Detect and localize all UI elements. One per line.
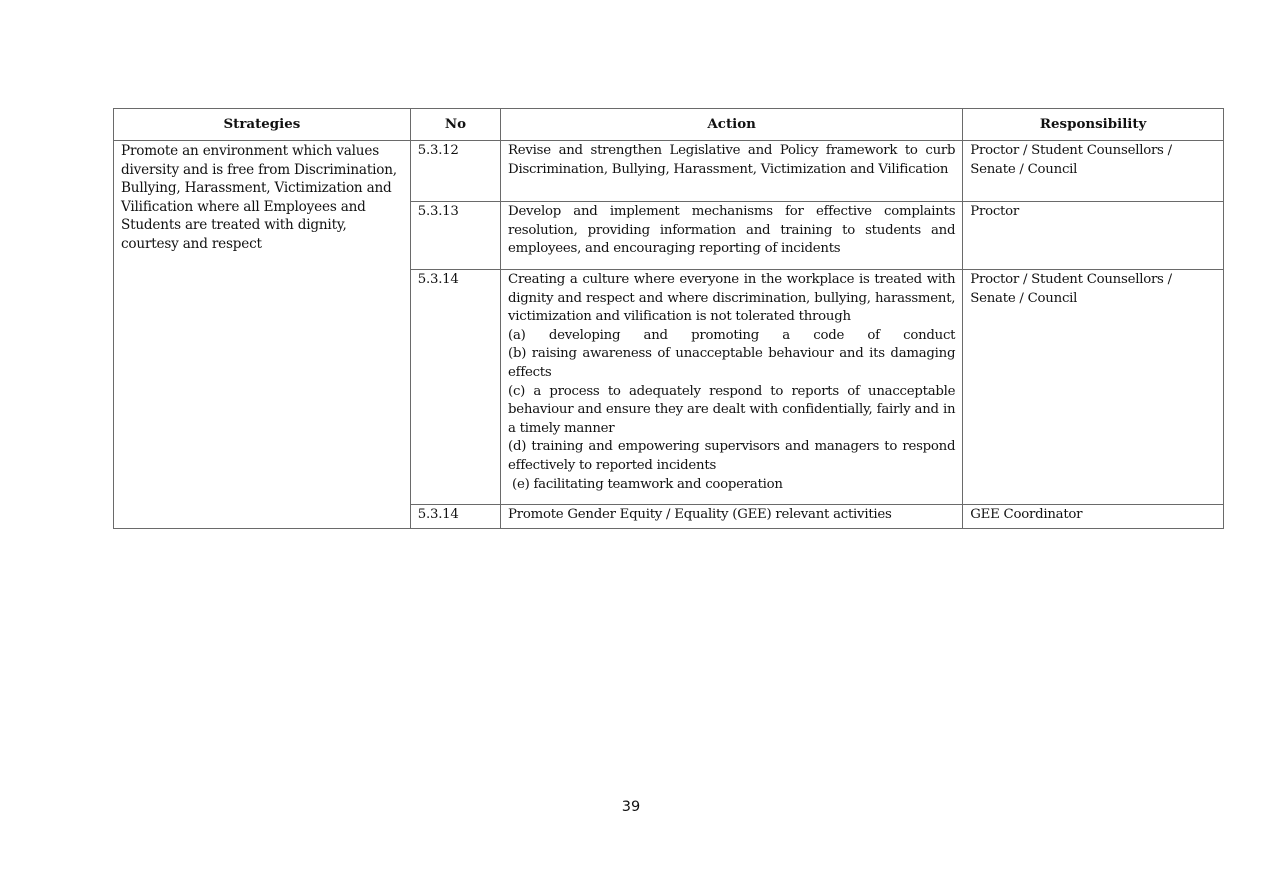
action-item-c: (c) a process to adequately respond to reports of unacceptable behaviour and ensure they are dealt with confidentially, fairly and in a timely manner xyxy=(508,383,956,436)
row-action xyxy=(501,270,963,505)
row-responsibility: Proctor / Student Counsellors / Senate / Council xyxy=(963,270,1224,505)
action-item-b: (b) raising awareness of unacceptable behaviour and its damaging effects xyxy=(508,346,956,380)
table-header-row xyxy=(114,109,1224,141)
row-number: 5.3.14 xyxy=(410,505,500,529)
row-number: 5.3.12 xyxy=(410,141,500,202)
page-number: 39 xyxy=(621,799,641,815)
action-item-d: (d) training and empowering supervisors and managers to respond effectively to reported incidents xyxy=(508,439,956,473)
strategy-cell: Promote an environment which values diversity and is free from Discrimination, Bullying, Harassment, Victimization and Vilification where all Employees and Students are treated with dignity, courtesy and respect xyxy=(114,141,411,529)
action-intro: Creating a culture where everyone in the workplace is treated with dignity and respect and where discrimination, bullying, harassment, victimization and vilification is not tolerated through xyxy=(508,272,956,325)
strategy-table xyxy=(113,108,1224,529)
row-action: Develop and implement mechanisms for effective complaints resolution, providing information and training to students and employees, and encouraging reporting of incidents xyxy=(501,202,963,270)
row-action: Revise and strengthen Legislative and Policy framework to curb Discrimination, Bullying, Harassment, Victimization and Vilification xyxy=(501,141,963,202)
action-item-a: (a) developing and promoting a code of conduct xyxy=(508,327,956,343)
table-row xyxy=(114,141,1224,202)
header-no: No xyxy=(410,109,500,141)
header-strategies: Strategies xyxy=(114,109,411,141)
action-item-e: (e) facilitating teamwork and cooperation xyxy=(508,476,783,492)
row-responsibility: Proctor / Student Counsellors / Senate / Council xyxy=(963,141,1224,202)
header-responsibility: Responsibility xyxy=(963,109,1224,141)
row-action: Promote Gender Equity / Equality (GEE) relevant activities xyxy=(501,505,963,529)
row-number: 5.3.14 xyxy=(410,270,500,505)
row-number: 5.3.13 xyxy=(410,202,500,270)
header-action: Action xyxy=(501,109,963,141)
row-responsibility: GEE Coordinator xyxy=(963,505,1224,529)
row-responsibility: Proctor xyxy=(963,202,1224,270)
